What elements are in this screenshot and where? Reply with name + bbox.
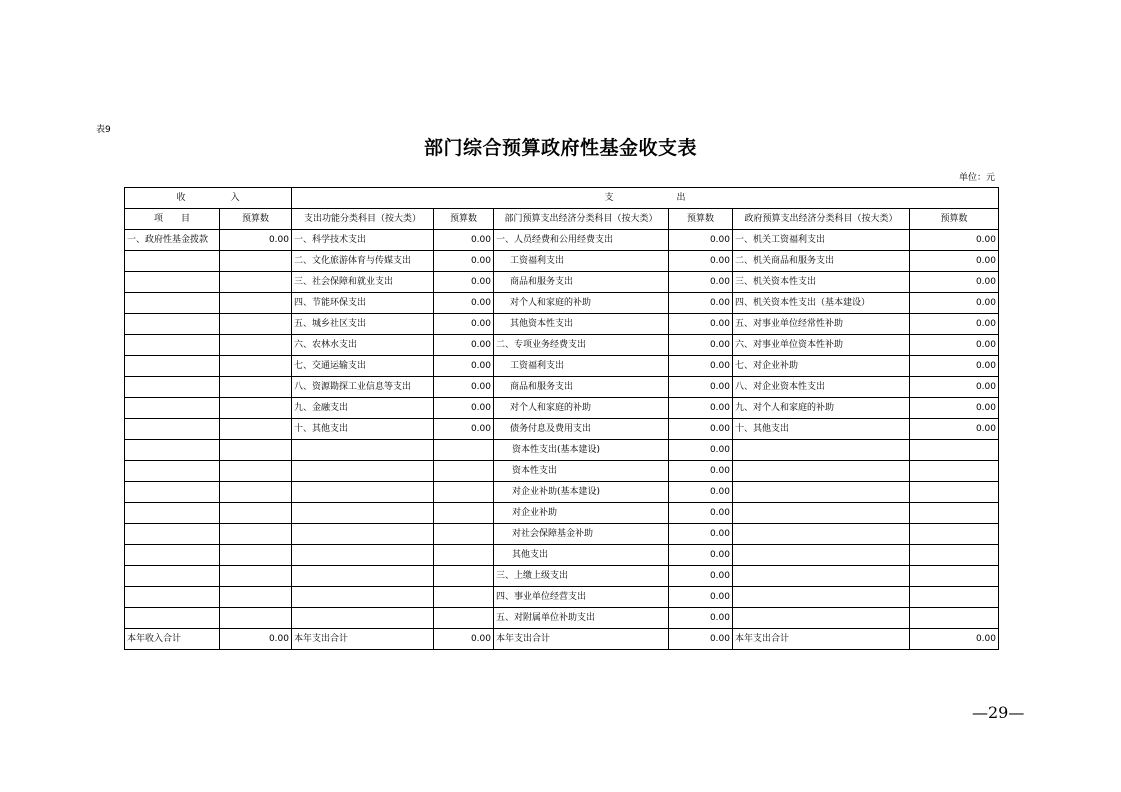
gov-econ-cell: 三、机关资本性支出 — [733, 272, 910, 293]
gov-econ-cell: 本年支出合计 — [733, 629, 910, 650]
gov-econ-cell: 八、对企业资本性支出 — [733, 377, 910, 398]
col-header-budget: 预算数 — [434, 209, 494, 230]
dept-econ-cell: 一、人员经费和公用经费支出 — [494, 230, 669, 251]
total-row — [125, 629, 999, 650]
gov-value-cell: 0.00 — [910, 356, 999, 377]
gov-econ-cell: 二、机关商品和服务支出 — [733, 251, 910, 272]
gov-value-cell — [910, 608, 999, 629]
func-class-cell — [292, 545, 434, 566]
dept-econ-cell: 工资福利支出 — [494, 251, 669, 272]
dept-econ-cell: 二、专项业务经费支出 — [494, 335, 669, 356]
income-item-cell — [125, 293, 220, 314]
func-class-cell — [292, 482, 434, 503]
income-value-cell — [220, 377, 292, 398]
table-row — [125, 293, 999, 314]
dept-value-cell: 0.00 — [669, 461, 733, 482]
table-row — [125, 272, 999, 293]
col-header-item: 项 目 — [125, 209, 220, 230]
dept-econ-cell: 三、上缴上级支出 — [494, 566, 669, 587]
dept-econ-cell: 对个人和家庭的补助 — [494, 398, 669, 419]
header-row-columns — [125, 209, 999, 230]
income-item-cell — [125, 440, 220, 461]
gov-value-cell: 0.00 — [910, 419, 999, 440]
gov-econ-cell — [733, 566, 910, 587]
dept-value-cell: 0.00 — [669, 440, 733, 461]
dept-value-cell: 0.00 — [669, 545, 733, 566]
gov-value-cell — [910, 482, 999, 503]
table-row — [125, 524, 999, 545]
func-class-cell — [292, 524, 434, 545]
table-row — [125, 377, 999, 398]
gov-value-cell — [910, 587, 999, 608]
income-item-cell — [125, 524, 220, 545]
income-item-cell — [125, 545, 220, 566]
income-item-cell — [125, 314, 220, 335]
func-value-cell — [434, 482, 494, 503]
gov-econ-cell — [733, 440, 910, 461]
table-row — [125, 440, 999, 461]
gov-econ-cell: 五、对事业单位经常性补助 — [733, 314, 910, 335]
gov-econ-cell: 六、对事业单位资本性补助 — [733, 335, 910, 356]
table-row — [125, 608, 999, 629]
table-row — [125, 587, 999, 608]
dept-value-cell: 0.00 — [669, 608, 733, 629]
income-value-cell — [220, 293, 292, 314]
func-class-cell: 四、节能环保支出 — [292, 293, 434, 314]
table-row — [125, 419, 999, 440]
func-class-cell — [292, 566, 434, 587]
income-value-cell — [220, 440, 292, 461]
budget-table — [124, 187, 999, 650]
col-header-budget: 预算数 — [220, 209, 292, 230]
table-row — [125, 398, 999, 419]
func-class-cell — [292, 608, 434, 629]
income-item-cell: 本年收入合计 — [125, 629, 220, 650]
func-value-cell: 0.00 — [434, 230, 494, 251]
func-value-cell: 0.00 — [434, 272, 494, 293]
income-value-cell — [220, 251, 292, 272]
dept-econ-cell: 资本性支出 — [494, 461, 669, 482]
col-header-func-class: 支出功能分类科目（按大类） — [292, 209, 434, 230]
dept-econ-cell: 四、事业单位经营支出 — [494, 587, 669, 608]
dept-value-cell: 0.00 — [669, 230, 733, 251]
func-value-cell: 0.00 — [434, 629, 494, 650]
func-value-cell — [434, 545, 494, 566]
income-group-header: 收 入 — [125, 188, 292, 209]
gov-value-cell: 0.00 — [910, 398, 999, 419]
income-item-cell — [125, 587, 220, 608]
func-value-cell — [434, 524, 494, 545]
gov-econ-cell — [733, 524, 910, 545]
dept-value-cell: 0.00 — [669, 335, 733, 356]
col-header-dept-econ: 部门预算支出经济分类科目（按大类） — [494, 209, 669, 230]
dept-econ-cell: 其他资本性支出 — [494, 314, 669, 335]
income-value-cell — [220, 482, 292, 503]
income-item-cell — [125, 335, 220, 356]
gov-value-cell: 0.00 — [910, 272, 999, 293]
gov-value-cell: 0.00 — [910, 335, 999, 356]
gov-econ-cell — [733, 608, 910, 629]
dept-value-cell: 0.00 — [669, 377, 733, 398]
gov-econ-cell: 七、对企业补助 — [733, 356, 910, 377]
table-row — [125, 482, 999, 503]
gov-econ-cell — [733, 482, 910, 503]
func-value-cell — [434, 608, 494, 629]
page-title: 部门综合预算政府性基金收支表 — [423, 137, 697, 159]
col-header-gov-econ: 政府预算支出经济分类科目（按大类） — [733, 209, 910, 230]
func-class-cell: 三、社会保障和就业支出 — [292, 272, 434, 293]
col-header-budget: 预算数 — [669, 209, 733, 230]
gov-econ-cell: 四、机关资本性支出（基本建设） — [733, 293, 910, 314]
income-value-cell — [220, 545, 292, 566]
dept-value-cell: 0.00 — [669, 524, 733, 545]
func-class-cell — [292, 440, 434, 461]
income-item-cell — [125, 482, 220, 503]
income-item-cell — [125, 566, 220, 587]
dept-value-cell: 0.00 — [669, 503, 733, 524]
income-item-cell — [125, 398, 220, 419]
table-row — [125, 545, 999, 566]
income-value-cell — [220, 314, 292, 335]
dept-value-cell: 0.00 — [669, 398, 733, 419]
dept-econ-cell: 本年支出合计 — [494, 629, 669, 650]
gov-value-cell — [910, 545, 999, 566]
income-value-cell — [220, 272, 292, 293]
gov-value-cell: 0.00 — [910, 377, 999, 398]
func-class-cell: 六、农林水支出 — [292, 335, 434, 356]
income-item-cell — [125, 608, 220, 629]
func-class-cell: 七、交通运输支出 — [292, 356, 434, 377]
header-row-group — [125, 188, 999, 209]
income-item-cell — [125, 461, 220, 482]
gov-econ-cell: 一、机关工资福利支出 — [733, 230, 910, 251]
func-value-cell: 0.00 — [434, 377, 494, 398]
col-header-budget: 预算数 — [910, 209, 999, 230]
dept-econ-cell: 对个人和家庭的补助 — [494, 293, 669, 314]
func-value-cell: 0.00 — [434, 335, 494, 356]
func-value-cell — [434, 461, 494, 482]
dept-econ-cell: 资本性支出(基本建设) — [494, 440, 669, 461]
gov-value-cell — [910, 440, 999, 461]
income-value-cell: 0.00 — [220, 230, 292, 251]
gov-econ-cell — [733, 587, 910, 608]
table-row — [125, 356, 999, 377]
dept-econ-cell: 其他支出 — [494, 545, 669, 566]
dept-econ-cell: 工资福利支出 — [494, 356, 669, 377]
unit-label: 单位：元 — [958, 173, 995, 183]
dept-value-cell: 0.00 — [669, 356, 733, 377]
income-item-cell — [125, 503, 220, 524]
func-value-cell: 0.00 — [434, 251, 494, 272]
func-class-cell: 八、资源勘探工业信息等支出 — [292, 377, 434, 398]
dept-econ-cell: 对企业补助 — [494, 503, 669, 524]
gov-econ-cell — [733, 545, 910, 566]
income-item-cell — [125, 419, 220, 440]
gov-value-cell: 0.00 — [910, 251, 999, 272]
income-value-cell — [220, 398, 292, 419]
income-value-cell — [220, 335, 292, 356]
dept-value-cell: 0.00 — [669, 587, 733, 608]
func-class-cell: 一、科学技术支出 — [292, 230, 434, 251]
func-class-cell — [292, 503, 434, 524]
income-value-cell — [220, 566, 292, 587]
income-value-cell — [220, 524, 292, 545]
page-number: —29— — [972, 703, 1025, 722]
func-class-cell: 本年支出合计 — [292, 629, 434, 650]
dept-value-cell: 0.00 — [669, 251, 733, 272]
func-class-cell: 二、文化旅游体育与传媒支出 — [292, 251, 434, 272]
income-item-cell — [125, 377, 220, 398]
gov-value-cell — [910, 566, 999, 587]
func-class-cell — [292, 587, 434, 608]
func-value-cell: 0.00 — [434, 314, 494, 335]
func-value-cell: 0.00 — [434, 293, 494, 314]
func-class-cell — [292, 461, 434, 482]
gov-econ-cell — [733, 503, 910, 524]
dept-econ-cell: 对社会保障基金补助 — [494, 524, 669, 545]
dept-value-cell: 0.00 — [669, 314, 733, 335]
gov-econ-cell: 十、其他支出 — [733, 419, 910, 440]
income-value-cell — [220, 419, 292, 440]
table-row — [125, 503, 999, 524]
func-value-cell: 0.00 — [434, 398, 494, 419]
income-item-cell — [125, 356, 220, 377]
table-row — [125, 314, 999, 335]
func-class-cell: 九、金融支出 — [292, 398, 434, 419]
func-value-cell — [434, 587, 494, 608]
income-item-cell: 一、政府性基金拨款 — [125, 230, 220, 251]
income-value-cell — [220, 503, 292, 524]
dept-value-cell: 0.00 — [669, 293, 733, 314]
gov-value-cell: 0.00 — [910, 230, 999, 251]
gov-value-cell: 0.00 — [910, 314, 999, 335]
income-value-cell — [220, 608, 292, 629]
income-value-cell — [220, 587, 292, 608]
table-row — [125, 251, 999, 272]
income-value-cell — [220, 461, 292, 482]
dept-value-cell: 0.00 — [669, 629, 733, 650]
func-value-cell — [434, 503, 494, 524]
dept-econ-cell: 债务付息及费用支出 — [494, 419, 669, 440]
dept-econ-cell: 商品和服务支出 — [494, 377, 669, 398]
dept-econ-cell: 对企业补助(基本建设) — [494, 482, 669, 503]
func-class-cell: 十、其他支出 — [292, 419, 434, 440]
gov-value-cell — [910, 461, 999, 482]
func-value-cell: 0.00 — [434, 419, 494, 440]
gov-econ-cell: 九、对个人和家庭的补助 — [733, 398, 910, 419]
func-value-cell — [434, 566, 494, 587]
table-row — [125, 335, 999, 356]
dept-value-cell: 0.00 — [669, 272, 733, 293]
dept-value-cell: 0.00 — [669, 419, 733, 440]
dept-value-cell: 0.00 — [669, 482, 733, 503]
func-value-cell — [434, 440, 494, 461]
func-class-cell: 五、城乡社区支出 — [292, 314, 434, 335]
income-value-cell — [220, 356, 292, 377]
dept-value-cell: 0.00 — [669, 566, 733, 587]
table-row — [125, 461, 999, 482]
table-row — [125, 566, 999, 587]
func-value-cell: 0.00 — [434, 356, 494, 377]
gov-econ-cell — [733, 461, 910, 482]
income-item-cell — [125, 272, 220, 293]
gov-value-cell: 0.00 — [910, 629, 999, 650]
gov-value-cell — [910, 524, 999, 545]
income-item-cell — [125, 251, 220, 272]
dept-econ-cell: 商品和服务支出 — [494, 272, 669, 293]
table-number: 表9 — [96, 125, 111, 135]
table-row — [125, 230, 999, 251]
gov-value-cell: 0.00 — [910, 293, 999, 314]
expenditure-group-header: 支 出 — [292, 188, 999, 209]
dept-econ-cell: 五、对附属单位补助支出 — [494, 608, 669, 629]
gov-value-cell — [910, 503, 999, 524]
income-value-cell: 0.00 — [220, 629, 292, 650]
